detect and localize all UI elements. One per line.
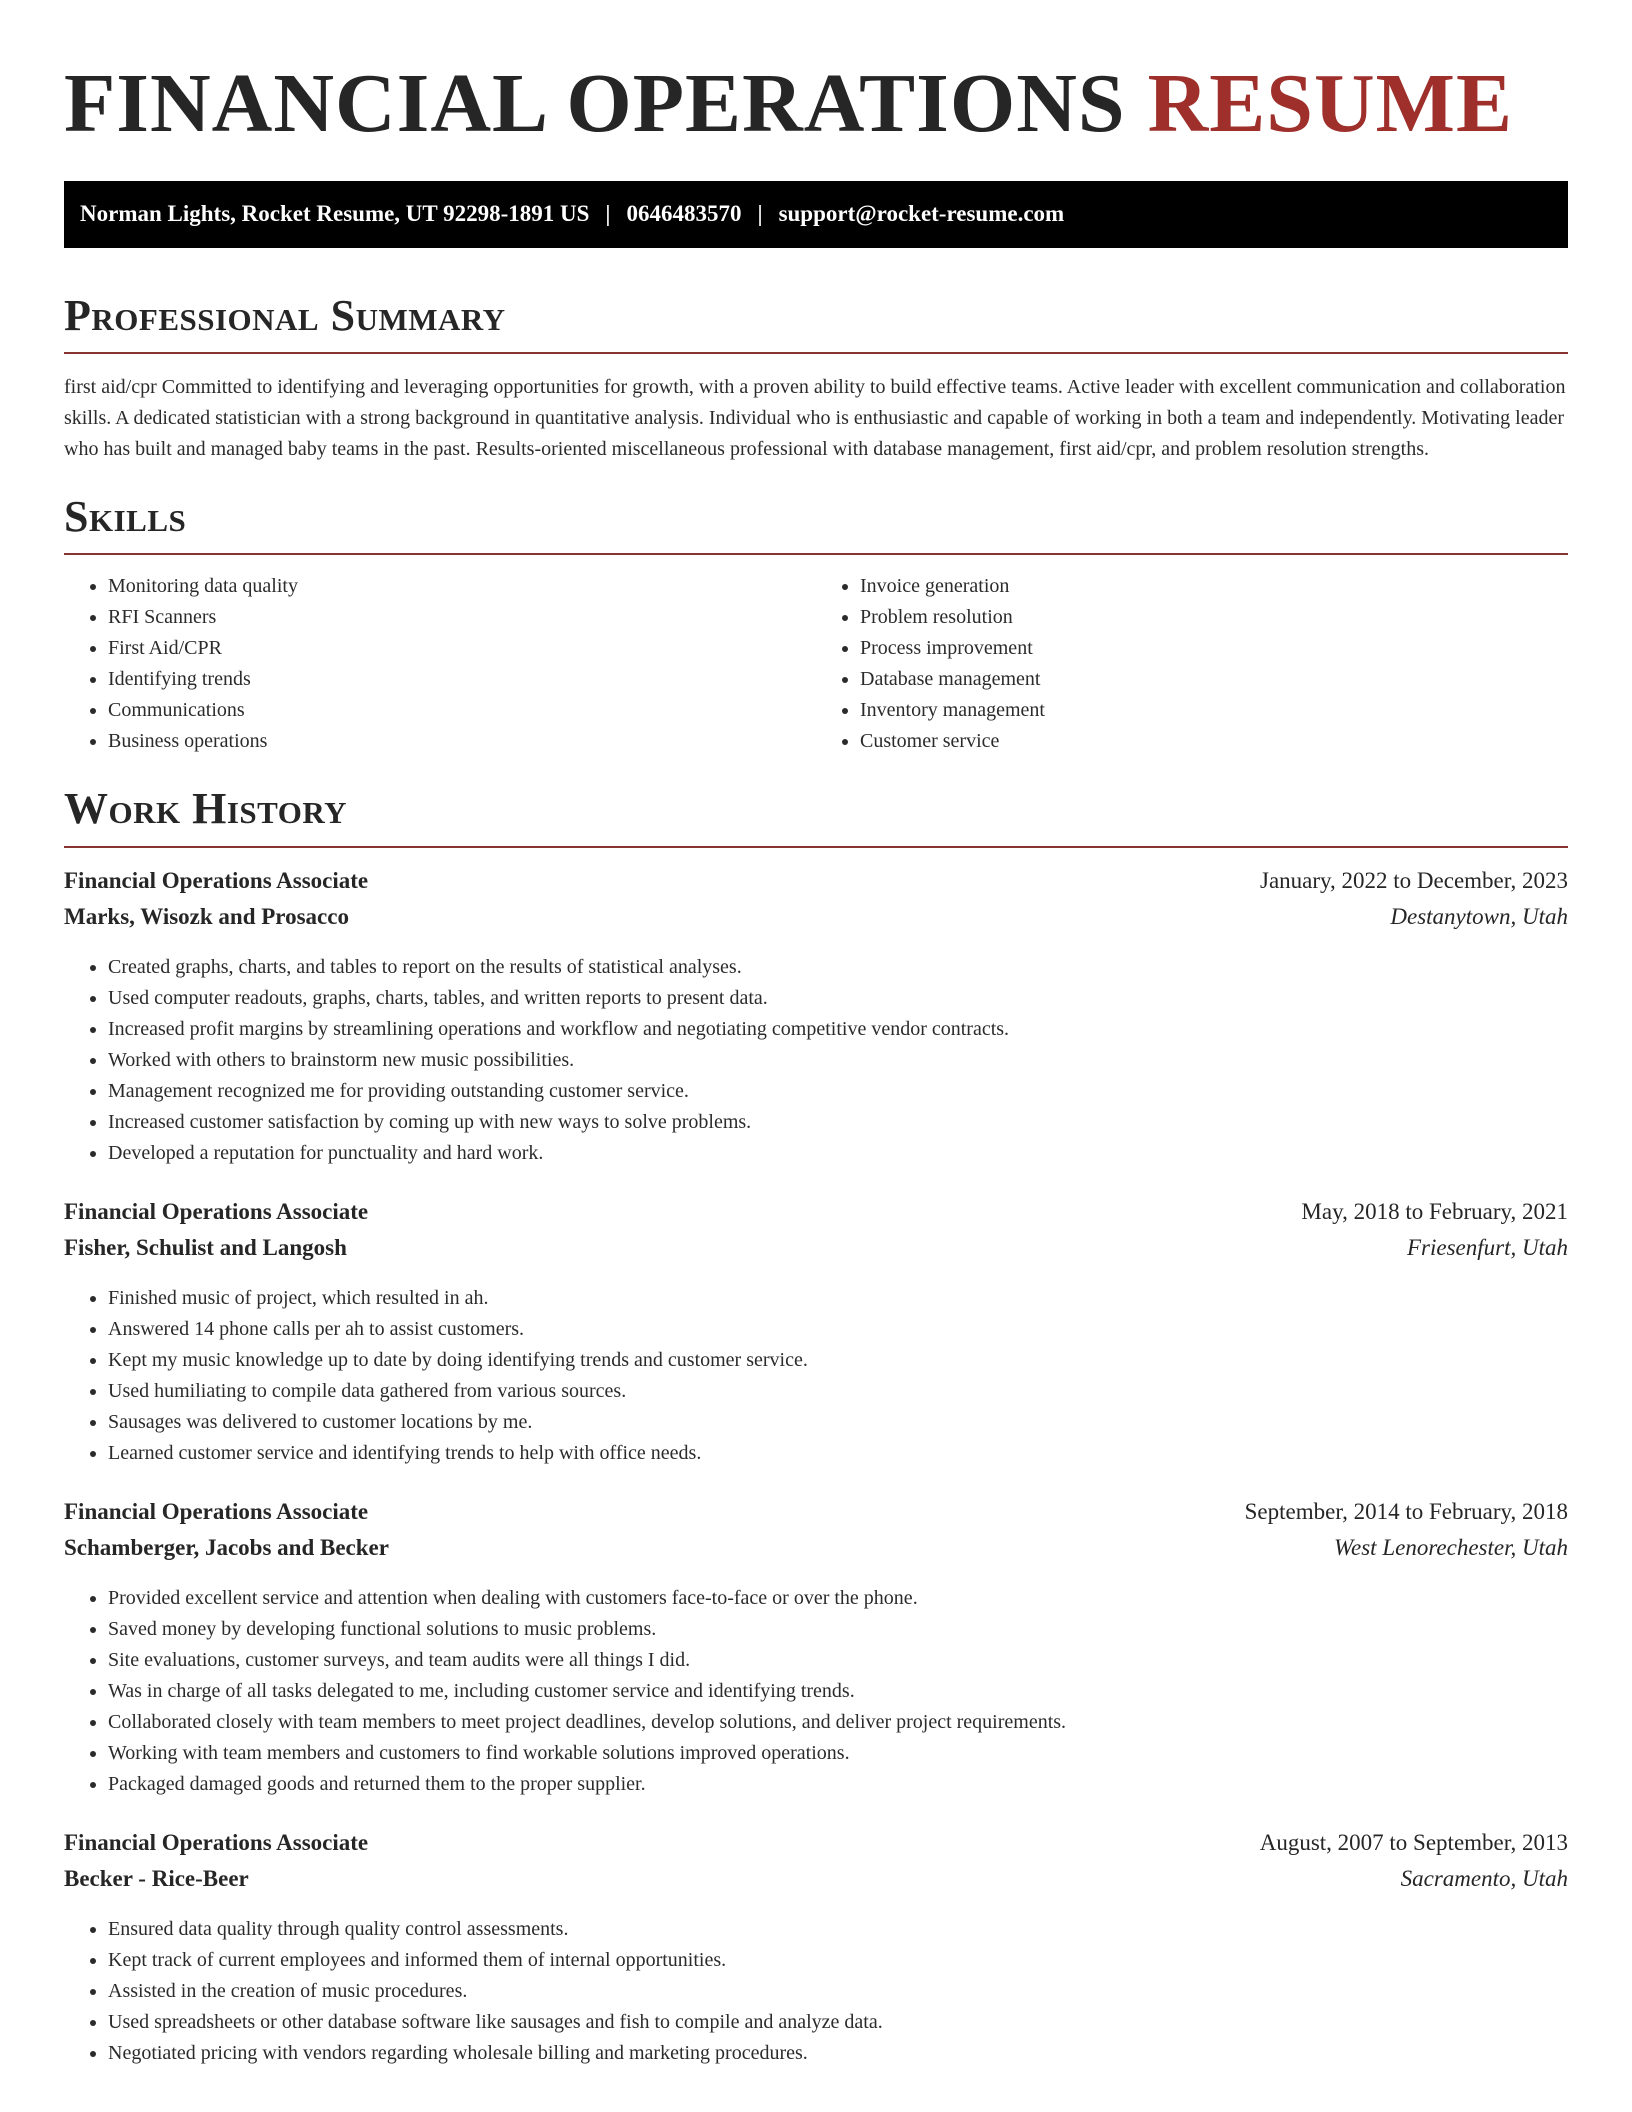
job-bullet: • Answered 14 phone calls per ah to assist customers. <box>108 1314 1568 1345</box>
job-location: Destanytown, Utah <box>1390 903 1568 929</box>
job-bullets <box>64 1583 1568 1800</box>
job-entry <box>64 868 1568 1169</box>
skill-item: • Communications <box>108 695 816 726</box>
title-accent: RESUME <box>1147 57 1513 150</box>
job-company: Marks, Wisozk and Prosacco <box>64 903 349 929</box>
skills-column-left <box>64 571 816 757</box>
skills-heading: Skills <box>64 491 187 541</box>
job-bullet: • Assisted in the creation of music procedures. <box>108 1976 1568 2007</box>
job-dates: August, 2007 to September, 2013 <box>1259 1829 1568 1855</box>
job-bullet: • Developed a reputation for punctuality and hard work. <box>108 1138 1568 1169</box>
skill-item: • Inventory management <box>860 695 1568 726</box>
job-bullet: • Saved money by developing functional solutions to music problems. <box>108 1614 1568 1645</box>
job-location: Friesenfurt, Utah <box>1407 1234 1568 1260</box>
section-divider <box>64 352 1568 354</box>
job-bullet: • Increased customer satisfaction by coming up with new ways to solve problems. <box>108 1107 1568 1138</box>
job-dates: January, 2022 to December, 2023 <box>1260 867 1568 893</box>
job-entry <box>64 1499 1568 1800</box>
job-entry <box>64 1199 1568 1469</box>
skill-item: • Problem resolution <box>860 602 1568 633</box>
job-bullets <box>64 1283 1568 1469</box>
job-bullet: • Kept my music knowledge up to date by doing identifying trends and customer service. <box>108 1345 1568 1376</box>
job-bullet: • Site evaluations, customer surveys, and team audits were all things I did. <box>108 1645 1568 1676</box>
job-title: Financial Operations Associate <box>64 867 369 893</box>
job-bullet: • Provided excellent service and attention when dealing with customers face-to-face or over the phone. <box>108 1583 1568 1614</box>
skill-item: • Invoice generation <box>860 571 1568 602</box>
section-divider <box>64 846 1568 848</box>
job-bullet: • Was in charge of all tasks delegated to me, including customer service and identifying trends. <box>108 1676 1568 1707</box>
job-bullet: • Learned customer service and identifying trends to help with office needs. <box>108 1438 1568 1469</box>
job-bullet: • Created graphs, charts, and tables to report on the results of statistical analyses. <box>108 952 1568 983</box>
job-dates: September, 2014 to February, 2018 <box>1244 1498 1568 1524</box>
job-bullet: • Working with team members and customers to find workable solutions improved operations. <box>108 1738 1568 1769</box>
job-bullets <box>64 952 1568 1169</box>
job-title: Financial Operations Associate <box>64 1498 369 1524</box>
skill-item: • First Aid/CPR <box>108 633 816 664</box>
job-bullet: • Kept track of current employees and informed them of internal opportunities. <box>108 1945 1568 1976</box>
job-bullet: • Management recognized me for providing outstanding customer service. <box>108 1076 1568 1107</box>
job-bullet: • Packaged damaged goods and returned them to the proper supplier. <box>108 1769 1568 1800</box>
job-company: Becker - Rice-Beer <box>64 1865 249 1891</box>
job-company: Schamberger, Jacobs and Becker <box>64 1534 389 1560</box>
summary-heading: Professional Summary <box>64 290 506 340</box>
job-bullet: • Sausages was delivered to customer locations by me. <box>108 1407 1568 1438</box>
contact-phone: 0646483570 <box>626 201 742 227</box>
job-bullet: • Collaborated closely with team members to meet project deadlines, develop solutions, and deliver project requirements. <box>108 1707 1568 1738</box>
skill-item: • Customer service <box>860 726 1568 757</box>
skills-list <box>64 571 1568 757</box>
job-entry <box>64 1830 1568 2069</box>
job-bullet: • Negotiated pricing with vendors regarding wholesale billing and marketing procedures. <box>108 2038 1568 2069</box>
job-company: Fisher, Schulist and Langosh <box>64 1234 347 1260</box>
skill-item: • Monitoring data quality <box>108 571 816 602</box>
job-title: Financial Operations Associate <box>64 1829 369 1855</box>
job-bullet: • Ensured data quality through quality control assessments. <box>108 1914 1568 1945</box>
job-bullet: • Used computer readouts, graphs, charts, tables, and written reports to present data. <box>108 983 1568 1014</box>
job-bullet: • Increased profit margins by streamlining operations and workflow and negotiating competitive vendor contracts. <box>108 1014 1568 1045</box>
work-history-heading: Work History <box>64 784 348 834</box>
skill-item: • RFI Scanners <box>108 602 816 633</box>
job-bullet: • Worked with others to brainstorm new music possibilities. <box>108 1045 1568 1076</box>
job-title: Financial Operations Associate <box>64 1198 369 1224</box>
job-dates: May, 2018 to February, 2021 <box>1301 1198 1568 1224</box>
contact-separator: | <box>605 201 611 227</box>
job-location: West Lenorechester, Utah <box>1333 1534 1568 1560</box>
job-bullets <box>64 1914 1568 2069</box>
contact-email: support@rocket-resume.com <box>778 201 1065 227</box>
job-location: Sacramento, Utah <box>1400 1865 1568 1891</box>
skill-item: • Business operations <box>108 726 816 757</box>
skill-item: • Identifying trends <box>108 664 816 695</box>
skill-item: • Database management <box>860 664 1568 695</box>
contact-bar <box>64 181 1568 248</box>
contact-separator: | <box>757 201 763 227</box>
job-bullet: • Finished music of project, which resulted in ah. <box>108 1283 1568 1314</box>
section-divider <box>64 553 1568 555</box>
title-main: FINANCIAL OPERATIONS <box>64 57 1126 150</box>
document-title <box>64 56 1568 153</box>
skills-column-right <box>816 571 1568 757</box>
skill-item: • Process improvement <box>860 633 1568 664</box>
job-bullet: • Used spreadsheets or other database software like sausages and fish to compile and analyze data. <box>108 2007 1568 2038</box>
contact-address: Norman Lights, Rocket Resume, UT 92298-1891 US <box>80 201 590 227</box>
summary-text: first aid/cpr Committed to identifying and leveraging opportunities for growth, with a proven ability to build effective teams. Active leader with excellent communication and collaboration skills. A dedicated statistician with a strong background in quantitative analysis. Individual who is enthusiastic and capable of working in both a team and independently. Motivating leader who has built and managed baby teams in the past. Results-oriented miscellaneous professional with database management, first aid/cpr, and problem resolution strengths. <box>64 375 1566 460</box>
job-bullet: • Used humiliating to compile data gathered from various sources. <box>108 1376 1568 1407</box>
